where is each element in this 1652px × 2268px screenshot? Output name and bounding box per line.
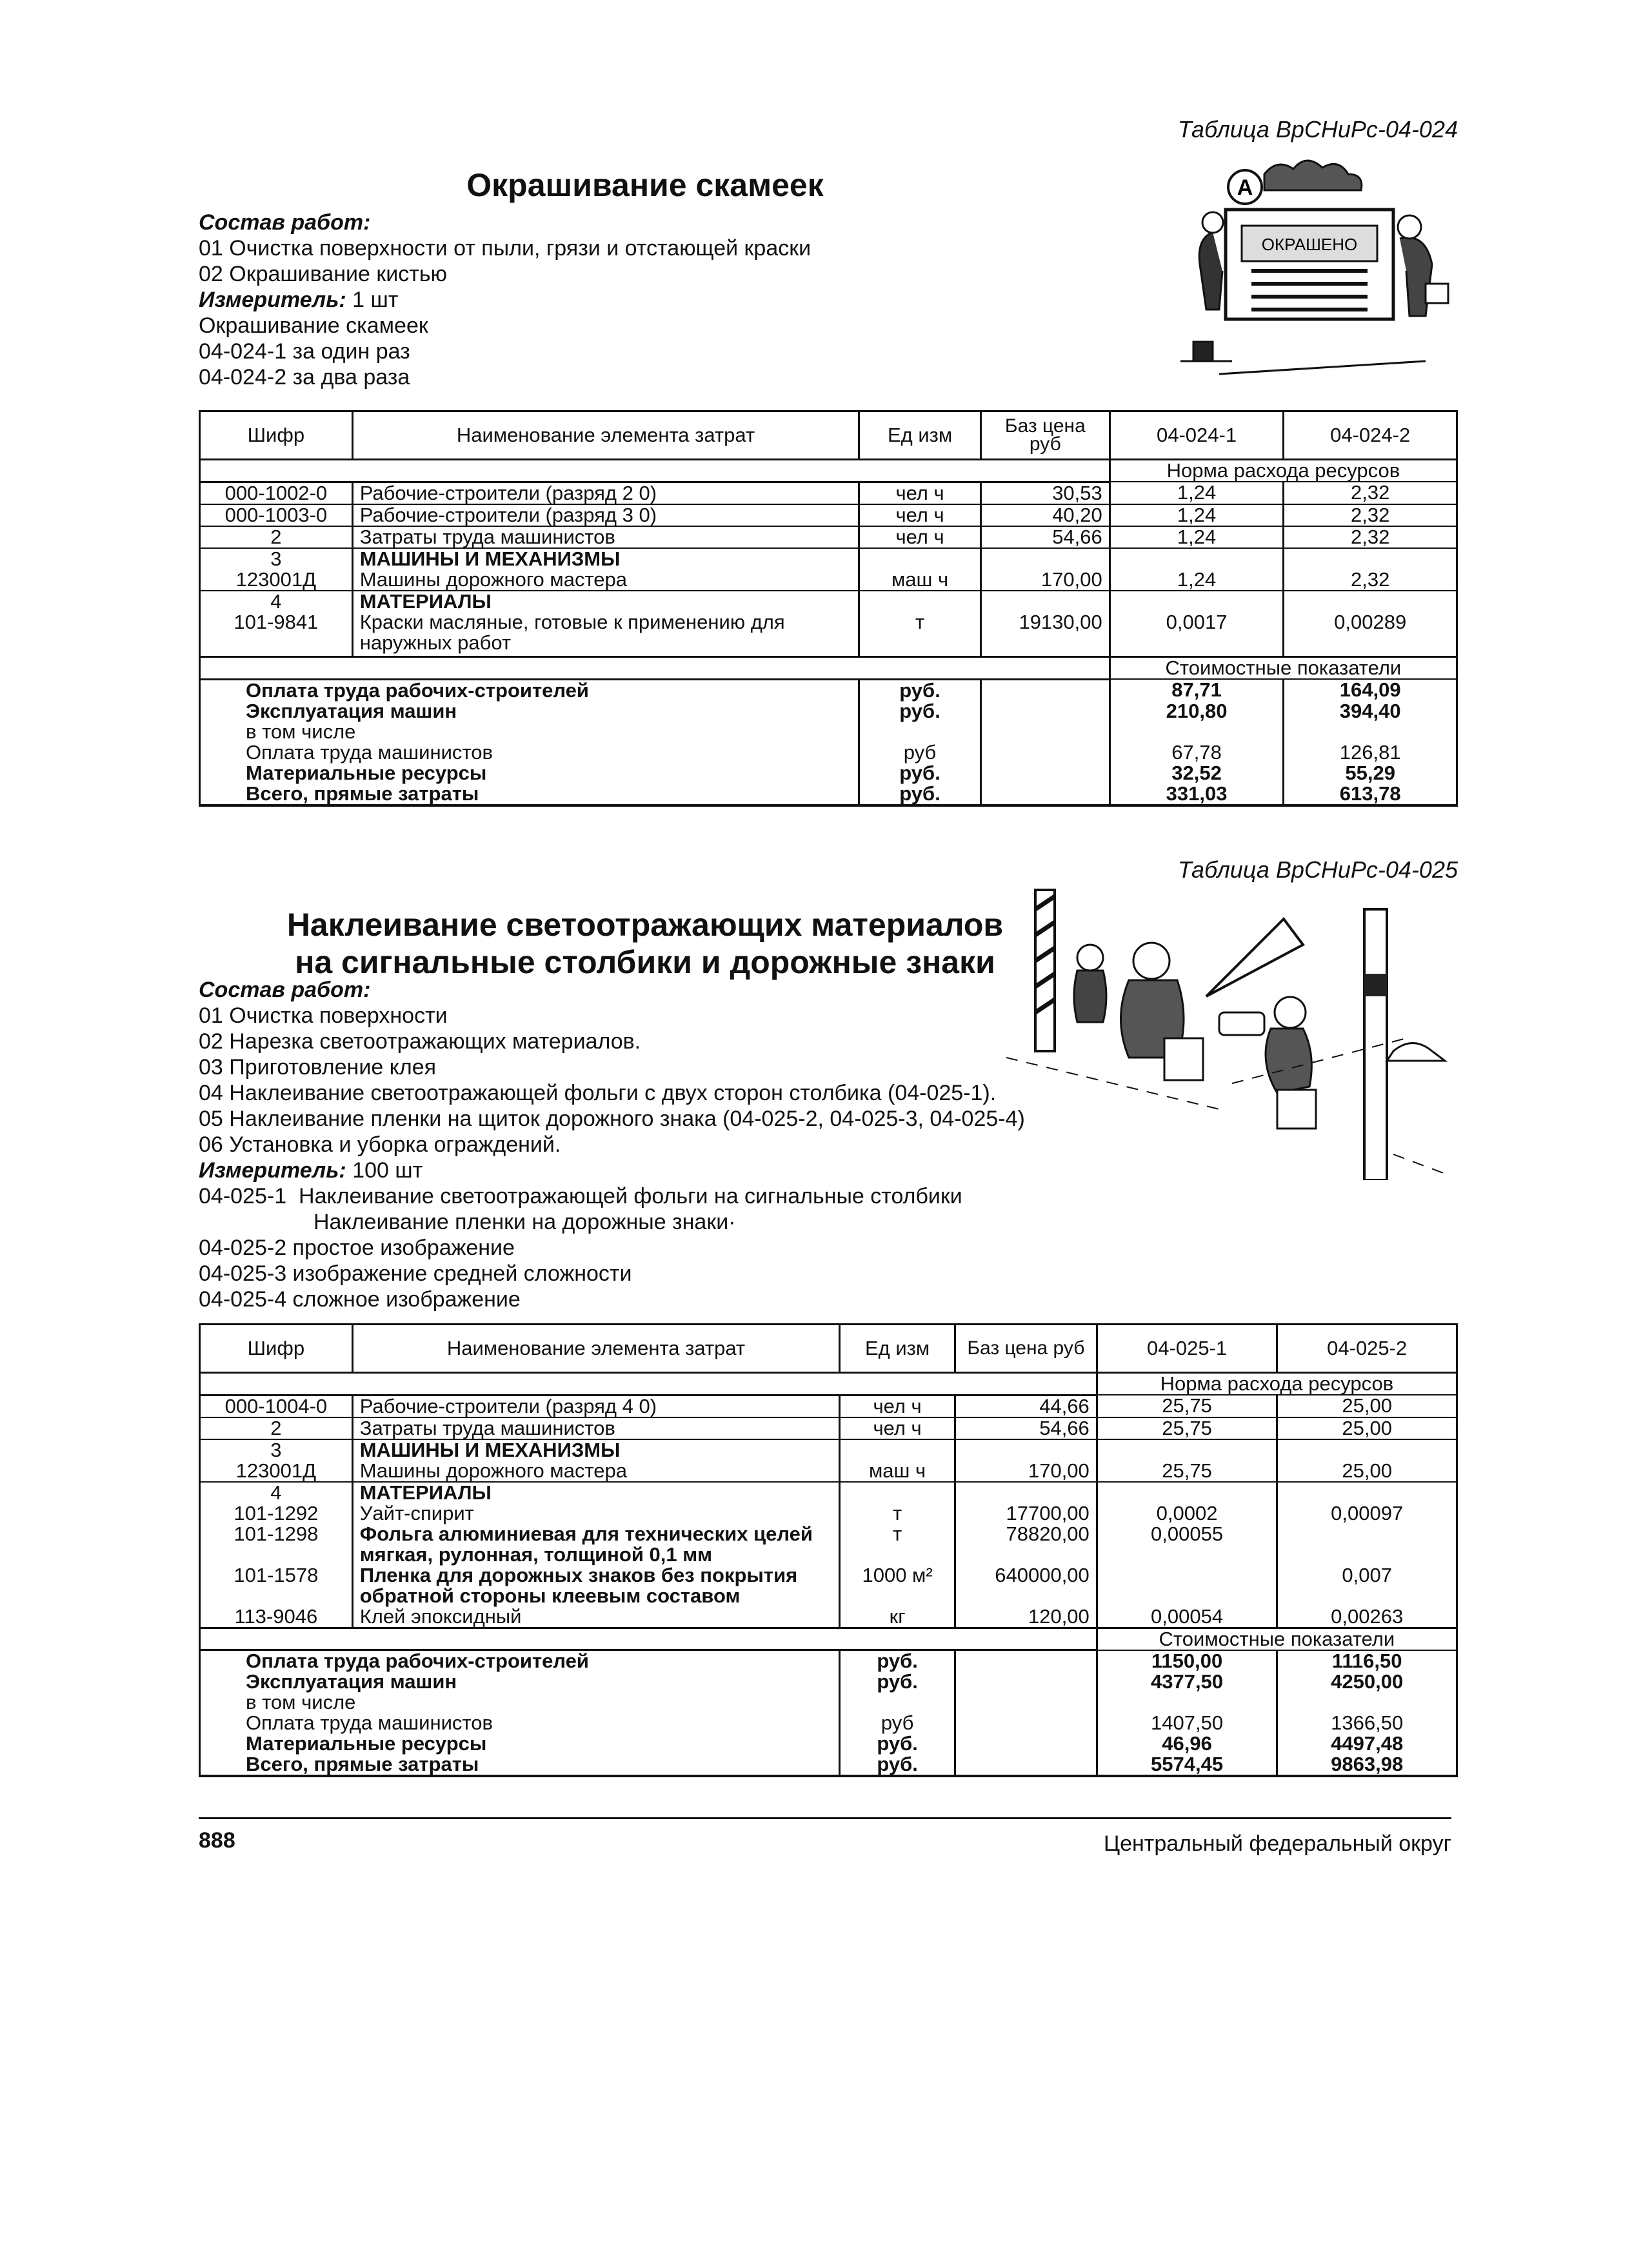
summary-value-2: 4250,00	[1277, 1671, 1457, 1692]
cell-name: Рабочие-строители (разряд 3 0)	[352, 504, 859, 526]
summary-name: в том числе	[200, 1692, 840, 1713]
cell-code: 123001Д	[200, 569, 353, 591]
cell-unit: маш ч	[859, 569, 981, 591]
table-ref-2: Таблица ВрСНиРс-04-025	[1177, 856, 1458, 883]
summary-row	[200, 1733, 1457, 1754]
col-header-unit: Ед изм	[840, 1325, 955, 1373]
table-ref-1: Таблица ВрСНиРс-04-024	[1177, 116, 1458, 143]
cell-value-2: 0,00263	[1277, 1606, 1457, 1628]
table-row	[200, 504, 1457, 526]
summary-name: Всего, прямые затраты	[200, 1754, 840, 1776]
cell-name: Машины дорожного мастера	[352, 1461, 839, 1482]
variant-line: 04-024-2 за два раза	[199, 365, 410, 390]
cell-price: 170,00	[955, 1461, 1097, 1482]
work-name: Окрашивание скамеек	[199, 313, 428, 338]
step-line: 01 Очистка поверхности	[199, 1003, 448, 1028]
svg-text:A: A	[1237, 175, 1253, 200]
col-header-variant-1: 04-024-1	[1110, 411, 1284, 460]
norm-label: Норма расхода ресурсов	[1097, 1373, 1457, 1395]
cell-unit: кг	[840, 1606, 955, 1628]
cell-value-2: 2,32	[1284, 569, 1457, 591]
variant-text: Наклеивание светоотражающей фольги на сигнальные столбики	[299, 1184, 962, 1208]
band-row	[200, 460, 1457, 482]
cell-code: 3	[200, 548, 353, 569]
summary-value-2: 164,09	[1284, 679, 1457, 701]
cell-value-2: 2,32	[1284, 504, 1457, 526]
summary-value-2: 1116,50	[1277, 1650, 1457, 1672]
cost-label: Стоимостные показатели	[1097, 1628, 1457, 1650]
summary-row	[200, 763, 1457, 784]
cell-unit: маш ч	[840, 1461, 955, 1482]
step-line: 02 Окрашивание кистью	[199, 262, 448, 286]
subhead-line: Наклеивание пленки на дорожные знаки·	[313, 1210, 736, 1234]
measure-value: 1 шт	[346, 288, 399, 312]
step-line: 05 Наклеивание пленки на щиток дорожного знака (04-025-2, 04-025-3, 04-025-4)	[199, 1107, 1025, 1131]
summary-unit: руб.	[840, 1671, 955, 1692]
cell-price: 170,00	[980, 569, 1110, 591]
cell-value-1: 0,00055	[1097, 1524, 1277, 1565]
cell-name: Пленка для дорожных знаков без покрытия обратной стороны клеевым составом	[352, 1565, 839, 1606]
summary-unit: руб.	[859, 679, 981, 701]
summary-value-2: 55,29	[1284, 763, 1457, 784]
cell-price: 44,66	[955, 1395, 1097, 1417]
cell-code: 101-1292	[200, 1503, 353, 1524]
step-line: 03 Приготовление клея	[199, 1055, 437, 1080]
cell-value-2: 0,007	[1277, 1565, 1457, 1606]
band-row	[200, 1373, 1457, 1395]
summary-row	[200, 1754, 1457, 1776]
cell-name: МАТЕРИАЛЫ	[352, 591, 859, 612]
step-line: 04 Наклеивание светоотражающей фольги с двух сторон столбика (04-025-1).	[199, 1081, 997, 1105]
table-row	[200, 1461, 1457, 1482]
cell-code: 4	[200, 591, 353, 612]
summary-name: Материальные ресурсы	[200, 763, 859, 784]
cell-value-2	[1277, 1524, 1457, 1565]
step-line: 01 Очистка поверхности от пыли, грязи и отстающей краски	[199, 236, 811, 261]
cell-unit: чел ч	[859, 526, 981, 548]
step-line: 06 Установка и уборка ограждений.	[199, 1132, 561, 1157]
cell-code: 000-1004-0	[200, 1395, 353, 1417]
cell-name: Рабочие-строители (разряд 4 0)	[352, 1395, 839, 1417]
cell-name: Фольга алюминиевая для технических целей мягкая, рулонная, толщиной 0,1 мм	[352, 1524, 839, 1565]
section-title-1: Окрашивание скамеек	[466, 167, 824, 203]
cell-name: МАШИНЫ И МЕХАНИЗМЫ	[352, 1439, 839, 1461]
cell-code: 3	[200, 1439, 353, 1461]
summary-value-1: 1150,00	[1097, 1650, 1277, 1672]
table-row	[200, 526, 1457, 548]
summary-unit: руб.	[859, 763, 981, 784]
cell-value-2: 2,32	[1284, 526, 1457, 548]
cell-price: 640000,00	[955, 1565, 1097, 1606]
summary-value-1: 210,80	[1110, 701, 1284, 722]
summary-name: Оплата труда машинистов	[200, 1713, 840, 1733]
table-row	[200, 1503, 1457, 1524]
summary-name: Оплата труда рабочих-строителей	[200, 1650, 840, 1672]
measure-label: Измеритель:	[199, 288, 346, 312]
measure-line	[199, 287, 1166, 313]
cell-price: 17700,00	[955, 1503, 1097, 1524]
summary-value-2: 4497,48	[1277, 1733, 1457, 1754]
summary-name: Эксплуатация машин	[200, 701, 859, 722]
summary-unit: руб.	[840, 1733, 955, 1754]
cell-value-2: 25,00	[1277, 1395, 1457, 1417]
summary-unit: руб.	[859, 784, 981, 805]
table-row	[200, 1417, 1457, 1439]
col-header-code: Шифр	[200, 1325, 353, 1373]
cell-name: Затраты труда машинистов	[352, 1417, 839, 1439]
col-header-variant-2: 04-025-2	[1277, 1325, 1457, 1373]
sostav-label: Состав работ:	[199, 210, 371, 235]
table-row	[200, 482, 1457, 504]
summary-unit: руб.	[840, 1754, 955, 1776]
footer-region: Центральный федеральный округ	[1103, 1831, 1451, 1856]
table-row	[200, 1482, 1457, 1503]
cell-value-1: 1,24	[1110, 504, 1284, 526]
summary-row	[200, 722, 1457, 742]
band-row	[200, 1628, 1457, 1650]
cost-label: Стоимостные показатели	[1110, 657, 1457, 680]
variant-line	[199, 1183, 1424, 1209]
cell-name: Уайт-спирит	[352, 1503, 839, 1524]
summary-value-1: 1407,50	[1097, 1713, 1277, 1733]
summary-value-1: 5574,45	[1097, 1754, 1277, 1776]
cell-code: 123001Д	[200, 1461, 353, 1482]
summary-row	[200, 1671, 1457, 1692]
table-header-row	[200, 411, 1457, 460]
cell-code: 2	[200, 1417, 353, 1439]
cell-code: 4	[200, 1482, 353, 1503]
cell-price: 30,53	[980, 482, 1110, 504]
cell-price: 54,66	[980, 526, 1110, 548]
col-header-variant-2: 04-024-2	[1284, 411, 1457, 460]
section-title-2	[232, 906, 1058, 981]
summary-row	[200, 679, 1457, 701]
cell-name: Рабочие-строители (разряд 2 0)	[352, 482, 859, 504]
cell-value-1: 25,75	[1097, 1395, 1277, 1417]
variant-line: 04-025-4 сложное изображение	[199, 1287, 521, 1312]
cell-name: Клей эпоксидный	[352, 1606, 839, 1628]
summary-value-2: 9863,98	[1277, 1754, 1457, 1776]
measure-line	[199, 1158, 1424, 1183]
cell-code: 101-1578	[200, 1565, 353, 1606]
cell-value-1: 1,24	[1110, 526, 1284, 548]
summary-name: Материальные ресурсы	[200, 1733, 840, 1754]
summary-row	[200, 701, 1457, 722]
sostav-label: Состав работ:	[199, 978, 371, 1002]
svg-text:ОКРАШЕНО: ОКРАШЕНО	[1261, 235, 1358, 254]
col-header-unit: Ед изм	[859, 411, 981, 460]
cell-unit: 1000 м²	[840, 1565, 955, 1606]
cell-price: 78820,00	[955, 1524, 1097, 1565]
title-line-1: Наклеивание светоотражающих материалов	[286, 907, 1004, 943]
cell-unit: чел ч	[840, 1395, 955, 1417]
cell-value-1: 0,0017	[1110, 612, 1284, 657]
table-row	[200, 1565, 1457, 1606]
band-row	[200, 657, 1457, 680]
cell-unit: т	[859, 612, 981, 657]
summary-row	[200, 742, 1457, 763]
table-row	[200, 612, 1457, 657]
cell-value-1: 25,75	[1097, 1417, 1277, 1439]
cell-price: 54,66	[955, 1417, 1097, 1439]
table-row	[200, 1395, 1457, 1417]
summary-value-1: 32,52	[1110, 763, 1284, 784]
variant-code: 04-025-1	[199, 1184, 287, 1208]
summary-value-1: 4377,50	[1097, 1671, 1277, 1692]
cell-name: Затраты труда машинистов	[352, 526, 859, 548]
col-header-name: Наименование элемента затрат	[352, 411, 859, 460]
summary-row	[200, 1650, 1457, 1672]
summary-unit: руб.	[859, 701, 981, 722]
measure-label: Измеритель:	[199, 1158, 346, 1183]
table-row	[200, 1606, 1457, 1628]
summary-value-2: 126,81	[1284, 742, 1457, 763]
cell-price: 19130,00	[980, 612, 1110, 657]
table-header-row	[200, 1325, 1457, 1373]
table-row	[200, 569, 1457, 591]
summary-value-1: 87,71	[1110, 679, 1284, 701]
col-header-variant-1: 04-025-1	[1097, 1325, 1277, 1373]
cell-price: 40,20	[980, 504, 1110, 526]
cell-value-1: 1,24	[1110, 569, 1284, 591]
measure-value: 100 шт	[346, 1158, 423, 1183]
cell-unit: чел ч	[859, 482, 981, 504]
table-row	[200, 548, 1457, 569]
cell-value-2: 2,32	[1284, 482, 1457, 504]
cell-value-1: 1,24	[1110, 482, 1284, 504]
variant-line: 04-025-3 изображение средней сложности	[199, 1261, 632, 1286]
cell-code: 000-1003-0	[200, 504, 353, 526]
bench-painting-illustration	[1180, 155, 1464, 387]
summary-name: Оплата труда рабочих-строителей	[200, 679, 859, 701]
cell-code: 113-9046	[200, 1606, 353, 1628]
cell-value-1	[1097, 1565, 1277, 1606]
summary-value-1: 46,96	[1097, 1733, 1277, 1754]
cell-name: Краски масляные, готовые к применению для наружных работ	[352, 612, 859, 657]
table-row	[200, 591, 1457, 612]
col-header-name: Наименование элемента затрат	[352, 1325, 839, 1373]
step-line: 02 Нарезка светоотражающих материалов.	[199, 1029, 641, 1054]
summary-name: Всего, прямые затраты	[200, 784, 859, 805]
summary-unit: руб	[859, 742, 981, 763]
cell-price: 120,00	[955, 1606, 1097, 1628]
cell-value-1: 0,0002	[1097, 1503, 1277, 1524]
variant-line: 04-024-1 за один раз	[199, 339, 410, 364]
variant-line: 04-025-2 простое изображение	[199, 1236, 515, 1260]
col-header-price: Баз цена руб	[955, 1325, 1097, 1373]
cell-code: 101-1298	[200, 1524, 353, 1565]
summary-value-2: 613,78	[1284, 784, 1457, 805]
cell-unit: т	[840, 1503, 955, 1524]
cell-value-1: 0,00054	[1097, 1606, 1277, 1628]
work-description-2	[199, 977, 1424, 1312]
summary-name: в том числе	[200, 722, 859, 742]
cell-code: 101-9841	[200, 612, 353, 657]
table-row	[200, 1524, 1457, 1565]
cell-name: МАТЕРИАЛЫ	[352, 1482, 839, 1503]
cell-value-2: 25,00	[1277, 1461, 1457, 1482]
summary-name: Эксплуатация машин	[200, 1671, 840, 1692]
summary-value-1: 331,03	[1110, 784, 1284, 805]
cell-code: 000-1002-0	[200, 482, 353, 504]
summary-row	[200, 1713, 1457, 1733]
col-header-code: Шифр	[200, 411, 353, 460]
cell-unit: чел ч	[840, 1417, 955, 1439]
summary-name: Оплата труда машинистов	[200, 742, 859, 763]
summary-value-2: 394,40	[1284, 701, 1457, 722]
title-line-2: на сигнальные столбики и дорожные знаки	[295, 944, 995, 980]
summary-value-1: 67,78	[1110, 742, 1284, 763]
table-row	[200, 1439, 1457, 1461]
summary-row	[200, 784, 1457, 805]
cell-value-1: 25,75	[1097, 1461, 1277, 1482]
summary-unit: руб	[840, 1713, 955, 1733]
cell-value-2: 25,00	[1277, 1417, 1457, 1439]
work-description-1	[199, 210, 1166, 390]
cell-unit: т	[840, 1524, 955, 1565]
footer-rule	[199, 1817, 1451, 1819]
cost-table-1	[199, 410, 1458, 807]
norm-label: Норма расхода ресурсов	[1110, 460, 1457, 482]
summary-value-2: 1366,50	[1277, 1713, 1457, 1733]
cost-table-2	[199, 1323, 1458, 1777]
col-header-price: Баз цена руб	[980, 411, 1110, 460]
cell-unit: чел ч	[859, 504, 981, 526]
cell-value-2: 0,00097	[1277, 1503, 1457, 1524]
cell-name: МАШИНЫ И МЕХАНИЗМЫ	[352, 548, 859, 569]
summary-unit: руб.	[840, 1650, 955, 1672]
cell-value-2: 0,00289	[1284, 612, 1457, 657]
cell-name: Машины дорожного мастера	[352, 569, 859, 591]
summary-row	[200, 1692, 1457, 1713]
page-number: 888	[199, 1828, 235, 1853]
cell-code: 2	[200, 526, 353, 548]
